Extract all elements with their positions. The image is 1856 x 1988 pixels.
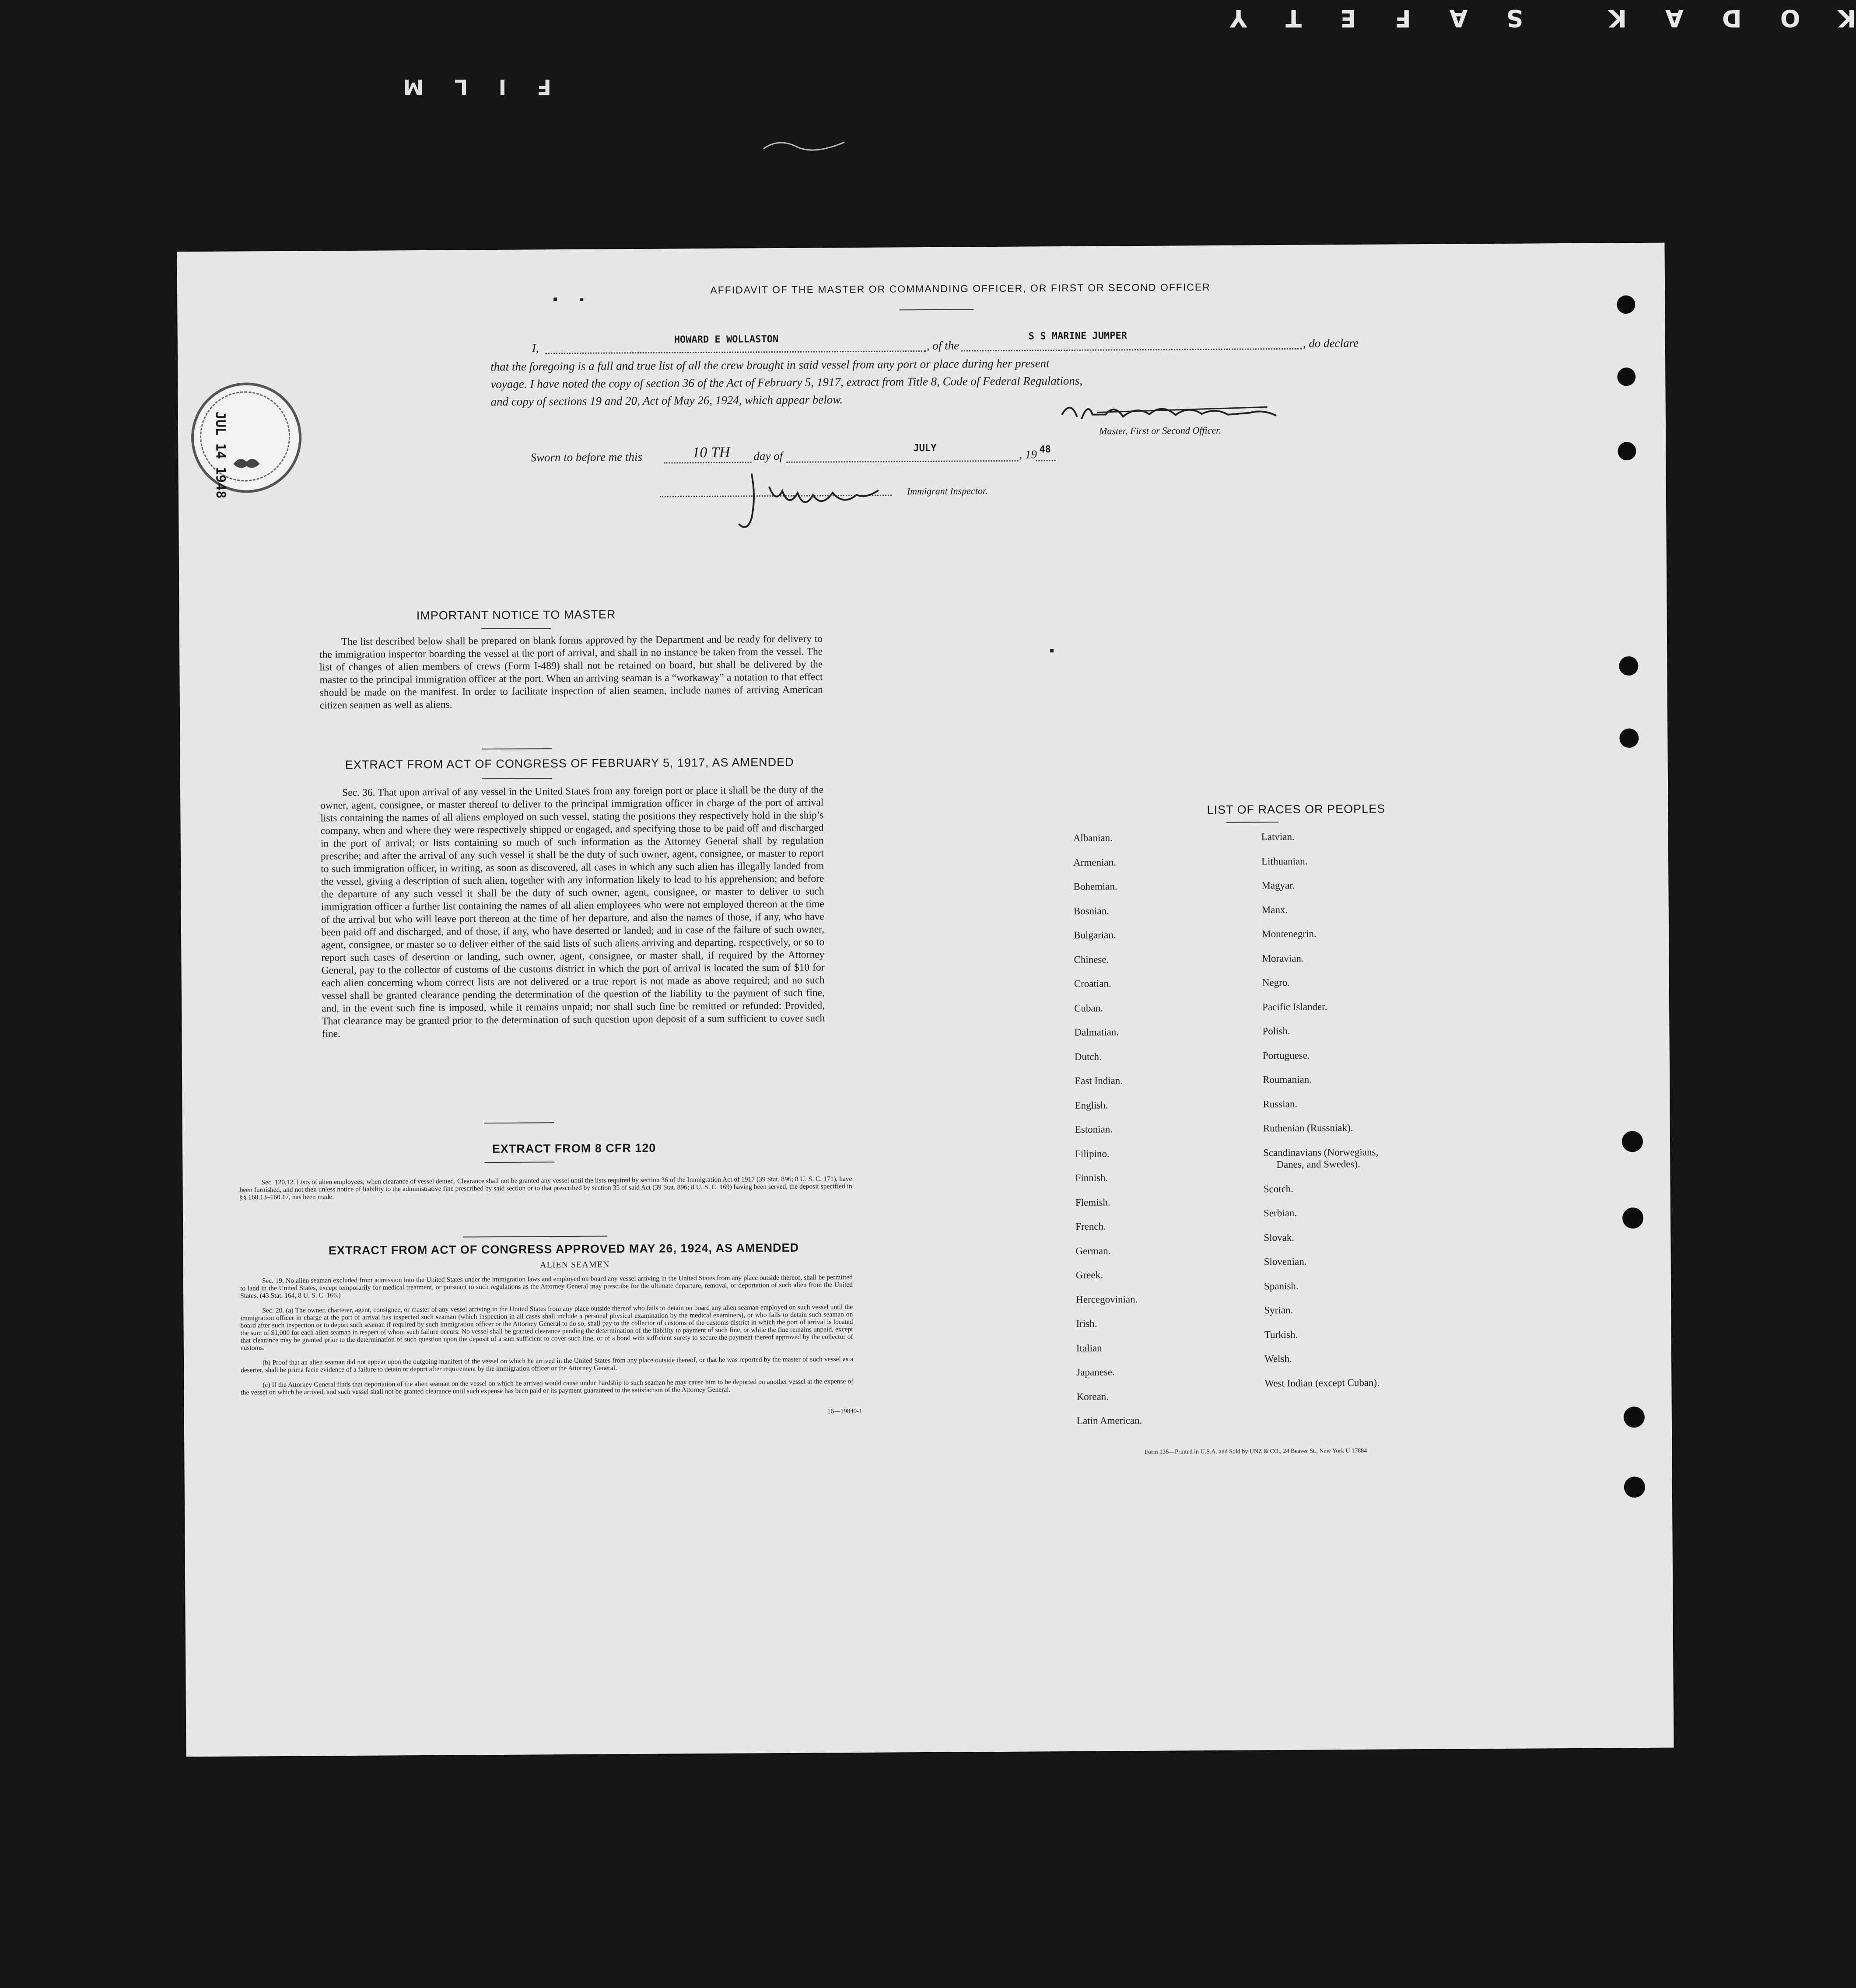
race-item: English. (1075, 1099, 1108, 1111)
race-item: Filipino. (1075, 1148, 1110, 1159)
binder-hole (1622, 1131, 1643, 1152)
binder-hole (1619, 656, 1638, 676)
binder-hole (1619, 728, 1639, 748)
film-edge-marking-left: FILM (372, 74, 551, 99)
extract-1917-title: EXTRACT FROM ACT OF CONGRESS OF FEBRUARY 5, 1917, AS AMENDED (345, 755, 794, 772)
affidavit-title: AFFIDAVIT OF THE MASTER OR COMMANDING OFFICER, OR FIRST OR SECOND OFFICER (710, 281, 1211, 296)
master-signature (1058, 396, 1285, 428)
race-item: Serbian. (1263, 1207, 1297, 1219)
race-item: East Indian. (1075, 1075, 1123, 1086)
affidavit-line-3: voyage. I have noted the copy of section 36 of the Act of February 5, 1917, extract from Title 8, Code of Federal Regulations, (490, 374, 1083, 391)
race-item: Welsh. (1264, 1353, 1292, 1365)
sworn-day: 10 TH (692, 444, 730, 461)
sworn-year: 48 (1039, 444, 1051, 455)
race-item: Roumanian. (1263, 1074, 1312, 1085)
extract-1924-sec20b: (b) Proof that an alien seaman did not appear upon the outgoing manifest of the vessel on which he arrived in the United States from any place outside thereof, or that he was reported by the master of such vessel as a deserter, shall be prima facie evidence of a failure to detain or deport after requirement by the immigration officer or the Attorney General. (241, 1355, 854, 1374)
race-item: Turkish. (1264, 1329, 1298, 1340)
race-item: Portuguese. (1262, 1050, 1310, 1061)
divider (463, 1236, 607, 1237)
race-item: Manx. (1261, 904, 1288, 915)
film-edge-marking: KODAK SAFETY (1191, 4, 1856, 32)
divider (1226, 822, 1279, 823)
binder-hole (1624, 1407, 1645, 1428)
race-item: Syrian. (1264, 1304, 1293, 1316)
month-underline (786, 460, 1018, 463)
day-underline (664, 462, 751, 463)
races-right-column (1261, 830, 1484, 1402)
vessel-name: S S MARINE JUMPER (1028, 330, 1127, 342)
binder-hole (1617, 368, 1635, 386)
year-prefix: , 19 (1019, 448, 1037, 461)
race-item: Montenegrin. (1262, 928, 1317, 940)
extract-1924-sec20c: (c) If the Attorney General finds that deportation of the alien seaman on the vessel on which he arrived would cause undue hardship to such seaman he may cause him to be deported on another vessel at the expense of the vessel on which he arrived, and such vessel shall not be granted clearance until such expense has been paid or its payment guaranteed to the satisfaction of the Attorney General. (241, 1378, 854, 1396)
eagle-emblem-icon (231, 455, 262, 472)
notice-title: IMPORTANT NOTICE TO MASTER (416, 608, 616, 623)
binder-hole (1622, 1208, 1643, 1228)
race-item: Bosnian. (1073, 905, 1109, 917)
race-item: French. (1075, 1221, 1106, 1232)
form-number: 16—19849-1 (827, 1407, 862, 1415)
race-item: Scandinavians (Norwegians, (1263, 1146, 1379, 1158)
year-underline (1036, 460, 1055, 461)
races-title: LIST OF RACES OR PEOPLES (1207, 802, 1386, 817)
race-item: Armenian. (1073, 856, 1116, 868)
race-item: Croatian. (1074, 978, 1111, 989)
stamp-date: JUL 14 1948 (212, 411, 228, 499)
race-item: Danes, and Swedes). (1276, 1158, 1361, 1170)
race-item: Spanish. (1264, 1280, 1299, 1292)
sworn-month: JULY (913, 442, 937, 454)
divider (899, 309, 974, 310)
race-item: Ruthenian (Russniak). (1263, 1122, 1353, 1134)
race-item: Finnish. (1075, 1172, 1108, 1183)
race-item: West Indian (except Cuban). (1264, 1377, 1380, 1389)
race-item: Irish. (1076, 1318, 1097, 1329)
punch-mark (553, 298, 557, 301)
race-item: Cuban. (1074, 1002, 1103, 1014)
ink-speck (1050, 649, 1054, 652)
race-item: Bohemian. (1073, 881, 1117, 892)
race-item: Dalmatian. (1074, 1026, 1119, 1038)
race-item: German. (1075, 1245, 1111, 1256)
race-item: Lithuanian. (1261, 855, 1308, 867)
vessel-underline (961, 348, 1302, 352)
race-item: Magyar. (1261, 879, 1295, 891)
binder-hole (1618, 442, 1636, 460)
race-item: Polish. (1262, 1025, 1290, 1037)
race-item: Estonian. (1075, 1124, 1113, 1135)
extract-1924-title: EXTRACT FROM ACT OF CONGRESS APPROVED MAY 26, 1924, AS AMENDED (328, 1241, 799, 1257)
race-item: Italian (1076, 1342, 1102, 1354)
divider (484, 1162, 554, 1163)
film-scratch (761, 136, 849, 153)
inspector-signature (734, 469, 888, 535)
race-item: Latvian. (1261, 831, 1295, 843)
inspector-label: Immigrant Inspector. (907, 485, 988, 497)
printer-note: Form 136—Printed in U.S.A. and Sold by UNZ & CO., 24 Beaver St., New York U 17884 (1145, 1447, 1367, 1456)
extract-1924-sec20a: Sec. 20. (a) The owner, charterer, agent, consignee, or master of any vessel arriving in the United States from any place outside thereof who fails to detain on board any alien seaman employed on such vessel until the immigration officer in charge at the port of arrival has inspected such seaman (which inspection in all cases shall include a personal physical examination by the medical examiners), or who fails to detain such seaman on board after such inspection or to deport such seaman if required by such immigration officer or the Attorney General to do so, shall pay to the collector of customs of the customs district in which the port of arrival is located the sum of $1,000 for each alien seaman in respect of whom such failure occurs. No vessel shall be granted clearance pending the determination of the liability to payment of such fine, or while the fine remains unpaid, except that clearance may be granted prior to the determination of such question upon the deposit of a sum sufficient to cover such fine, or of a bond with sufficient surety to secure the payment thereof approved by the collector of customs. (240, 1303, 853, 1352)
document-page (177, 243, 1674, 1757)
race-item: Bulgarian. (1074, 929, 1116, 941)
of-the-label: , of the (926, 339, 960, 352)
race-item: Japanese. (1076, 1366, 1115, 1378)
affidavit-line-2: that the foregoing is a full and true list of all the crew brought in said vessel from any port or place during her present (490, 357, 1050, 374)
race-item: Hercegovinian. (1076, 1293, 1138, 1305)
day-of-label: day of (753, 449, 783, 463)
affidavit-line-4: and copy of sections 19 and 20, Act of May 26, 1924, which appear below. (490, 393, 843, 409)
extract-1917-body: Sec. 36. That upon arrival of any vessel in the United States from any foreign port or place it shall be the duty of the owner, agent, consignee, or master thereof to deliver to the principal immigration officer in charge of the port of arrival lists containing the names of all aliens employed on such vessel, stating the positions they respectively hold in the ship’s company, when and where they were respectively shipped or engaged, and specifying those to be paid off and discharged in the port of arrival; or lists containing so much of such information as the Attorney General shall by regulation prescribe; and after the arrival of any such vessel it shall be the duty of such owner, agent, consignee, or master to report to such immigration officer, in writing, as soon as discovered, all cases in which any such alien has illegally landed from the vessel, giving a description of such alien, together with any information likely to lead to his apprehension; and before the departure of any such vessel it shall be the duty of such owner, agent, consignee, or master to deliver to such immigration officer a further list containing the names of all alien employees who were not employed thereon at the time of the arrival but who will leave port thereon at the time of her departure, and also the names of those, if any, who have been paid off and discharged, and of those, if any, who have deserted or landed; and in case of the failure of such owner, agent, consignee, or master so to deliver either of the said lists of such aliens arriving and departing, respectively, or so to report such cases of desertion or landing, such owner, agent, consignee, or master shall, if required by the Attorney General, pay to the collector of customs of the customs district in which the port of arrival is located the sum of $10 for each alien concerning whom correct lists are not delivered or a true report is not made as above required; and no such vessel shall be granted clearance pending the determination of the question of the liability to the payment of such fine, and, in the event such fine is imposed, while it remains unpaid; nor shall such fine be remitted or refunded: Provided, That clearance may be granted prior to the determination of such question upon deposit of a sum sufficient to cover such fine. (320, 784, 825, 1040)
race-item: Scotch. (1263, 1183, 1294, 1194)
extract-cfr-title: EXTRACT FROM 8 CFR 120 (492, 1141, 656, 1156)
race-item: Pacific Islander. (1262, 1001, 1327, 1012)
race-item: Slovenian. (1264, 1256, 1307, 1267)
master-label: Master, First or Second Officer. (1099, 424, 1221, 437)
race-item: Korean. (1076, 1390, 1109, 1402)
officer-name: HOWARD E WOLLASTON (674, 334, 779, 346)
race-item: Latin American. (1076, 1414, 1142, 1426)
race-item: Dutch. (1074, 1051, 1102, 1062)
race-item: Chinese. (1074, 953, 1109, 965)
race-item: Slovak. (1264, 1232, 1295, 1243)
divider (481, 628, 551, 629)
affidavit-prefix: I, (532, 341, 539, 355)
race-item: Negro. (1262, 976, 1290, 988)
divider (482, 778, 552, 779)
extract-cfr-body: Sec. 120.12. Lists of alien employees; when clearance of vessel denied. Clearance shall not be granted any vessel until the lists required by section 36 of the Immigration Act of 1917 (39 Stat. 896; 8 U. S. C. 171), have been furnished, and not then unless notice of liability to the administrative fine prescribed by said section or to that prescribed by section 35 of said Act (39 Stat. 896; 8 U. S. C. 169) having been served, the deposit specified in §§ 160.13–160.17, has been made. (239, 1175, 852, 1201)
race-item: Albanian. (1073, 832, 1113, 844)
race-item: Flemish. (1075, 1196, 1110, 1208)
extract-1924-subtitle: ALIEN SEAMEN (540, 1260, 610, 1270)
punch-mark (580, 298, 583, 301)
race-item: Greek. (1075, 1269, 1103, 1281)
race-item: Moravian. (1262, 952, 1304, 964)
do-declare-label: , do declare (1303, 336, 1359, 350)
races-left-column (1073, 832, 1234, 1440)
binder-hole (1624, 1477, 1645, 1498)
divider (482, 748, 552, 749)
race-item: Russian. (1263, 1098, 1298, 1110)
notice-body: The list described below shall be prepared on blank forms approved by the Department and be ready for delivery to the immigration inspector boarding the vessel at the port of arrival, and shall in no instance be taken from the vessel. The list of changes of alien members of crews (Form I-489) shall not be retained on board, but shall be delivered by the master to the principal immigration officer at the port. When an arriving seaman is a “workaway” a notation to that effect should be made on the manifest. In order to facilitate inspection of alien seamen, include names of arriving American citizen seamen as well as aliens. (319, 633, 823, 711)
extract-1924-sec19: Sec. 19. No alien seaman excluded from admission into the United States under the immigration laws and employed on board any vessel arriving in the United States from any place outside thereof, shall be permitted to land in the United States, except temporarily for medical treatment, or pursuant to such regulations as the Attorney General may prescribe for the ultimate departure, removal, or deportation of such alien from the United States. (43 Stat. 164, 8 U. S. C. 166.) (240, 1274, 853, 1300)
binder-hole (1617, 295, 1635, 314)
name-underline (545, 350, 926, 354)
divider (484, 1122, 554, 1124)
immigration-stamp (191, 382, 302, 499)
sworn-label: Sworn to before me this (530, 450, 642, 464)
